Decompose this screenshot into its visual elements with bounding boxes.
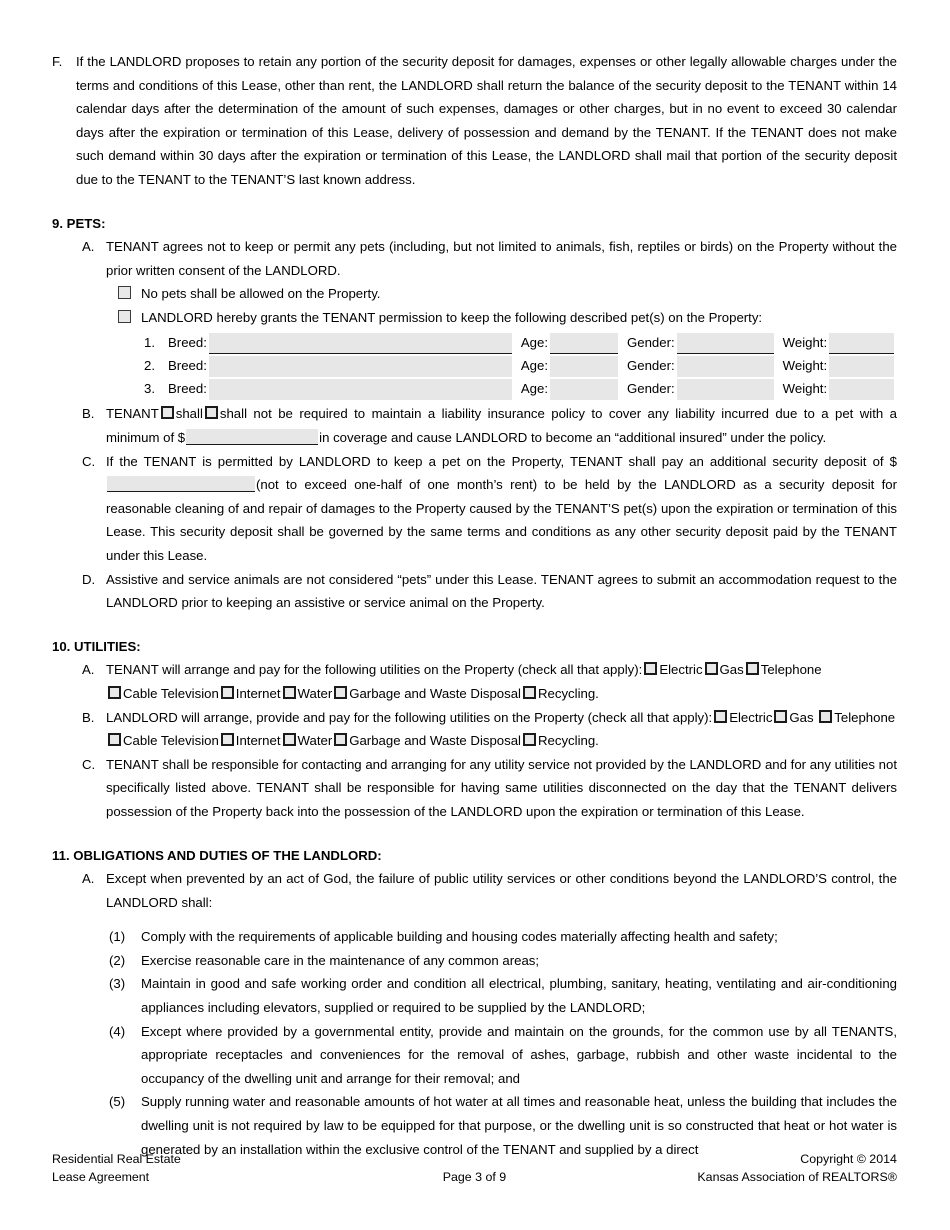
checkbox-landlord-telephone-icon[interactable] [819, 710, 832, 723]
section-9-item-d-text: Assistive and service animals are not considered “pets” under this Lease. TENANT agrees to submit an accommodation request to the LANDLORD prior to keeping an assistive or service animal on the Property. [106, 571, 897, 611]
section-11-item-a-text: Except when prevented by an act of God, the failure of public utility services or other conditions beyond the LANDLORD’S control, the LANDLORD shall: [106, 871, 897, 910]
checkbox-pet-permission-label: LANDLORD hereby grants the TENANT permission to keep the following described pet(s) on the Property: [141, 309, 763, 325]
checkbox-tenant-cable-label: Cable Television [123, 685, 219, 701]
section-9-item-a-text: TENANT agrees not to keep or permit any pets (including, but not limited to animals, fish, reptiles or birds) on the Property without the prior written consent of the LANDLORD. [106, 239, 897, 278]
pet-weight-input-3[interactable] [829, 379, 894, 400]
section-10-item-a-text [106, 658, 897, 705]
document-content [52, 50, 897, 1161]
checkbox-landlord-water-icon[interactable] [283, 733, 296, 746]
pet-gender-label: Gender: [627, 357, 675, 373]
tenant-lead-label: TENANT [106, 406, 159, 422]
pet-breed-label: Breed: [168, 357, 207, 373]
footer-line-2 [52, 1168, 897, 1186]
section-10-item-a [82, 658, 897, 705]
pet-weight-label: Weight: [782, 381, 828, 397]
section-10-heading: 10. UTILITIES: [52, 638, 141, 654]
checkbox-landlord-garbage-label: Garbage and Waste Disposal [349, 733, 521, 749]
section-10-item-c-marker: C. [82, 756, 96, 772]
section-10-item-a-lead: TENANT will arrange and pay for the following utilities on the Property (check all that apply): [106, 662, 643, 678]
pet-age-input-2[interactable] [550, 356, 618, 377]
table-row [144, 377, 897, 400]
section-11-numbered-1-marker: (1) [109, 929, 126, 945]
checkbox-landlord-recycling-icon[interactable] [523, 733, 536, 746]
checkbox-landlord-water-label: Water [297, 733, 333, 749]
pet-weight-label: Weight: [782, 334, 828, 350]
checkbox-tenant-garbage-label: Garbage and Waste Disposal [349, 685, 521, 701]
pet-gender-label: Gender: [627, 381, 675, 397]
checkbox-tenant-gas-icon[interactable] [705, 662, 718, 675]
pet-age-label: Age: [520, 334, 548, 350]
section-11-numbered-4-marker: (4) [109, 1023, 126, 1039]
clause-f-marker: F. [52, 54, 63, 69]
section-10-item-c-text: TENANT shall be responsible for contacting and arranging for any utility service not provided by the LANDLORD and for any utilities not specifically listed above. TENANT shall be responsible for having same utilities disconnected on the day that the TENANT delivers possession of the Property back into the possession of the LANDLORD upon the expiration or termination of this Lease. [106, 756, 897, 819]
pet-breed-input-2[interactable] [209, 356, 512, 377]
section-9-item-b-text [106, 402, 897, 449]
pet-breed-input-3[interactable] [209, 379, 512, 400]
section-9-item-b-tail: in coverage and cause LANDLORD to become an “additional insured” under the policy. [319, 430, 827, 446]
footer-page-number: Page 3 of 9 [442, 1170, 507, 1184]
spacer [52, 914, 897, 925]
checkbox-tenant-telephone-label: Telephone [760, 662, 822, 678]
checkbox-row-no-pets[interactable] [116, 282, 897, 306]
checkbox-tenant-recycling-icon[interactable] [523, 686, 536, 699]
checkbox-landlord-cable-icon[interactable] [108, 733, 121, 746]
section-11-numbered-4 [109, 1020, 897, 1091]
section-9-heading: 9. PETS: [52, 215, 106, 231]
checkbox-landlord-cable-label: Cable Television [123, 733, 219, 749]
checkbox-tenant-water-label: Water [297, 685, 333, 701]
section-9-item-d [82, 568, 897, 615]
checkbox-shall-not-icon[interactable] [205, 406, 218, 419]
spacer [52, 824, 897, 844]
checkbox-landlord-telephone-label: Telephone [834, 709, 896, 725]
section-10-item-a-marker: A. [82, 662, 95, 678]
section-9-item-a [82, 235, 897, 282]
checkbox-landlord-electric-label: Electric [729, 709, 773, 725]
section-11-numbered-4-text: Except where provided by a governmental entity, provide and maintain on the grounds, for the common use by all TENANTS, appropriate receptacles and conveniences for the removal of ashes, garbage, rubbish and other waste incidental to the occupancy of the dwelling unit and arrange for their removal; and [141, 1023, 897, 1086]
page-footer [52, 1150, 897, 1186]
section-9-item-b-marker: B. [82, 406, 95, 422]
section-11-item-a-marker: A. [82, 871, 95, 887]
pet-gender-label: Gender: [627, 334, 675, 350]
spacer [52, 192, 897, 212]
pet-weight-input-1[interactable] [829, 333, 894, 354]
footer-copyright: Copyright © 2014 [800, 1152, 897, 1166]
checkbox-landlord-recycling-label: Recycling. [538, 733, 599, 749]
checkbox-tenant-garbage-icon[interactable] [334, 686, 347, 699]
checkbox-tenant-electric-icon[interactable] [644, 662, 657, 675]
shall-label: shall [175, 406, 203, 422]
footer-line-1 [52, 1150, 897, 1168]
footer-form-name-line1: Residential Real Estate [52, 1152, 181, 1166]
pet-weight-label: Weight: [782, 357, 828, 373]
section-11-numbered-2-marker: (2) [109, 952, 126, 968]
pet-gender-input-2[interactable] [677, 356, 774, 377]
checkbox-tenant-gas-label: Gas [719, 662, 744, 678]
section-10-item-b [82, 706, 897, 753]
section-9-item-b [82, 402, 897, 449]
pet-row-index: 3. [144, 381, 155, 397]
checkbox-tenant-internet-label: Internet [235, 685, 281, 701]
checkbox-no-pets-icon[interactable] [118, 286, 131, 299]
pet-gender-input-3[interactable] [677, 379, 774, 400]
footer-form-name-line2: Lease Agreement [52, 1170, 150, 1184]
section-9-item-c-lead: If the TENANT is permitted by LANDLORD to keep a pet on the Property, TENANT shall pay an additional security deposit of $ [106, 453, 897, 469]
footer-center-line1 [334, 1150, 616, 1168]
checkbox-landlord-garbage-icon[interactable] [334, 733, 347, 746]
section-11-numbered-2-text: Exercise reasonable care in the maintenance of any common areas; [141, 952, 540, 968]
pet-row-index: 1. [144, 334, 155, 350]
section-9-item-c-text [106, 450, 897, 568]
checkbox-landlord-internet-icon[interactable] [221, 733, 234, 746]
checkbox-landlord-gas-label: Gas [789, 709, 814, 725]
section-11-numbered-3 [109, 972, 897, 1019]
checkbox-pet-permission-icon[interactable] [118, 310, 131, 323]
checkbox-tenant-internet-icon[interactable] [221, 686, 234, 699]
pet-description-table [144, 331, 897, 401]
table-row [144, 331, 897, 354]
checkbox-tenant-electric-label: Electric [659, 662, 703, 678]
section-11-numbered-3-marker: (3) [109, 976, 126, 992]
shall-not-label: shall not be required to maintain a liability insurance policy to cover any liability incurred due to a pet with a minimum of $ [106, 406, 897, 446]
section-11-numbered-1 [109, 925, 897, 949]
pet-age-label: Age: [520, 357, 548, 373]
pet-breed-input-1[interactable] [209, 333, 512, 354]
section-11-item-a [82, 867, 897, 914]
pet-age-input-3[interactable] [550, 379, 618, 400]
insurance-minimum-input[interactable] [186, 429, 318, 445]
section-9-item-d-marker: D. [82, 571, 96, 587]
section-10-item-b-text [106, 706, 897, 753]
section-11-heading: 11. OBLIGATIONS AND DUTIES OF THE LANDLORD: [52, 847, 382, 863]
section-9-item-a-marker: A. [82, 239, 95, 255]
section-9-item-c [82, 450, 897, 568]
section-10-item-b-marker: B. [82, 709, 95, 725]
section-10-item-c [82, 753, 897, 824]
section-11-numbered-2 [109, 949, 897, 973]
checkbox-row-pet-permission[interactable] [116, 306, 897, 330]
section-11-numbered-5-text: Supply running water and reasonable amounts of hot water at all times and reasonable heat, unless the building that includes the dwelling unit is not required by law to be equipped for that purpose, or the dwelling unit is so constructed that heat or hot water is generated by an installation within the exclusive control of the TENANT and supplied by a direct [141, 1094, 897, 1157]
pet-deposit-input[interactable] [107, 476, 255, 492]
section-11-numbered-3-text: Maintain in good and safe working order and condition all electrical, plumbing, sanitary, heating, ventilating and air-conditioning appliances including elevators, supplied or required to be supplied by the LANDLORD; [141, 976, 897, 1016]
section-9-item-c-tail: (not to exceed one-half of one month’s rent) to be held by the LANDLORD as a security deposit for reasonable cleaning of and repair of damages to the Property caused by the TENANT’S pet(s) upon the expiration or termination of this Lease. This security deposit shall be governed by the same terms and conditions as any other security deposit paid by the TENANT under this Lease. [106, 477, 897, 563]
checkbox-shall-icon[interactable] [161, 406, 174, 419]
spacer [52, 615, 897, 635]
clause-f [52, 50, 897, 192]
checkbox-tenant-telephone-icon[interactable] [746, 662, 759, 675]
clause-f-text: If the LANDLORD proposes to retain any portion of the security deposit for damages, expenses or other legally allowable charges under the terms and conditions of this Lease, other than rent, the LANDLORD shall return the balance of the security deposit to the TENANT within 14 calendar days after the determination of the amount of such expenses, damages or other charges, but in no event to exceed 30 calendar days after the expiration or termination of this Lease, delivery of possession and demand by the TENANT. If the TENANT does not make such demand within 30 days after the expiration or termination of this Lease, the LANDLORD shall mail that portion of the security deposit due to the TENANT to the TENANT’S last known address. [76, 54, 897, 187]
section-11-numbered-5-marker: (5) [109, 1094, 126, 1110]
section-9-item-c-marker: C. [82, 453, 96, 469]
pet-age-input-1[interactable] [550, 333, 618, 354]
pet-weight-input-2[interactable] [829, 356, 894, 377]
pet-row-index: 2. [144, 357, 155, 373]
checkbox-landlord-electric-icon[interactable] [714, 710, 727, 723]
table-row [144, 354, 897, 377]
checkbox-tenant-recycling-label: Recycling. [538, 685, 599, 701]
section-11-numbered-1-text: Comply with the requirements of applicable building and housing codes materially affecting health and safety; [141, 929, 778, 945]
footer-organization: Kansas Association of REALTORS® [697, 1170, 897, 1184]
checkbox-landlord-internet-label: Internet [235, 733, 281, 749]
checkbox-tenant-water-icon[interactable] [283, 686, 296, 699]
pet-breed-label: Breed: [168, 334, 207, 350]
checkbox-no-pets-label: No pets shall be allowed on the Property. [141, 286, 381, 302]
checkbox-landlord-gas-icon[interactable] [774, 710, 787, 723]
pet-breed-label: Breed: [168, 381, 207, 397]
pet-age-label: Age: [520, 381, 548, 397]
checkbox-tenant-cable-icon[interactable] [108, 686, 121, 699]
pet-gender-input-1[interactable] [677, 333, 774, 354]
section-10-item-b-lead: LANDLORD will arrange, provide and pay for the following utilities on the Property (check all that apply): [106, 709, 713, 725]
